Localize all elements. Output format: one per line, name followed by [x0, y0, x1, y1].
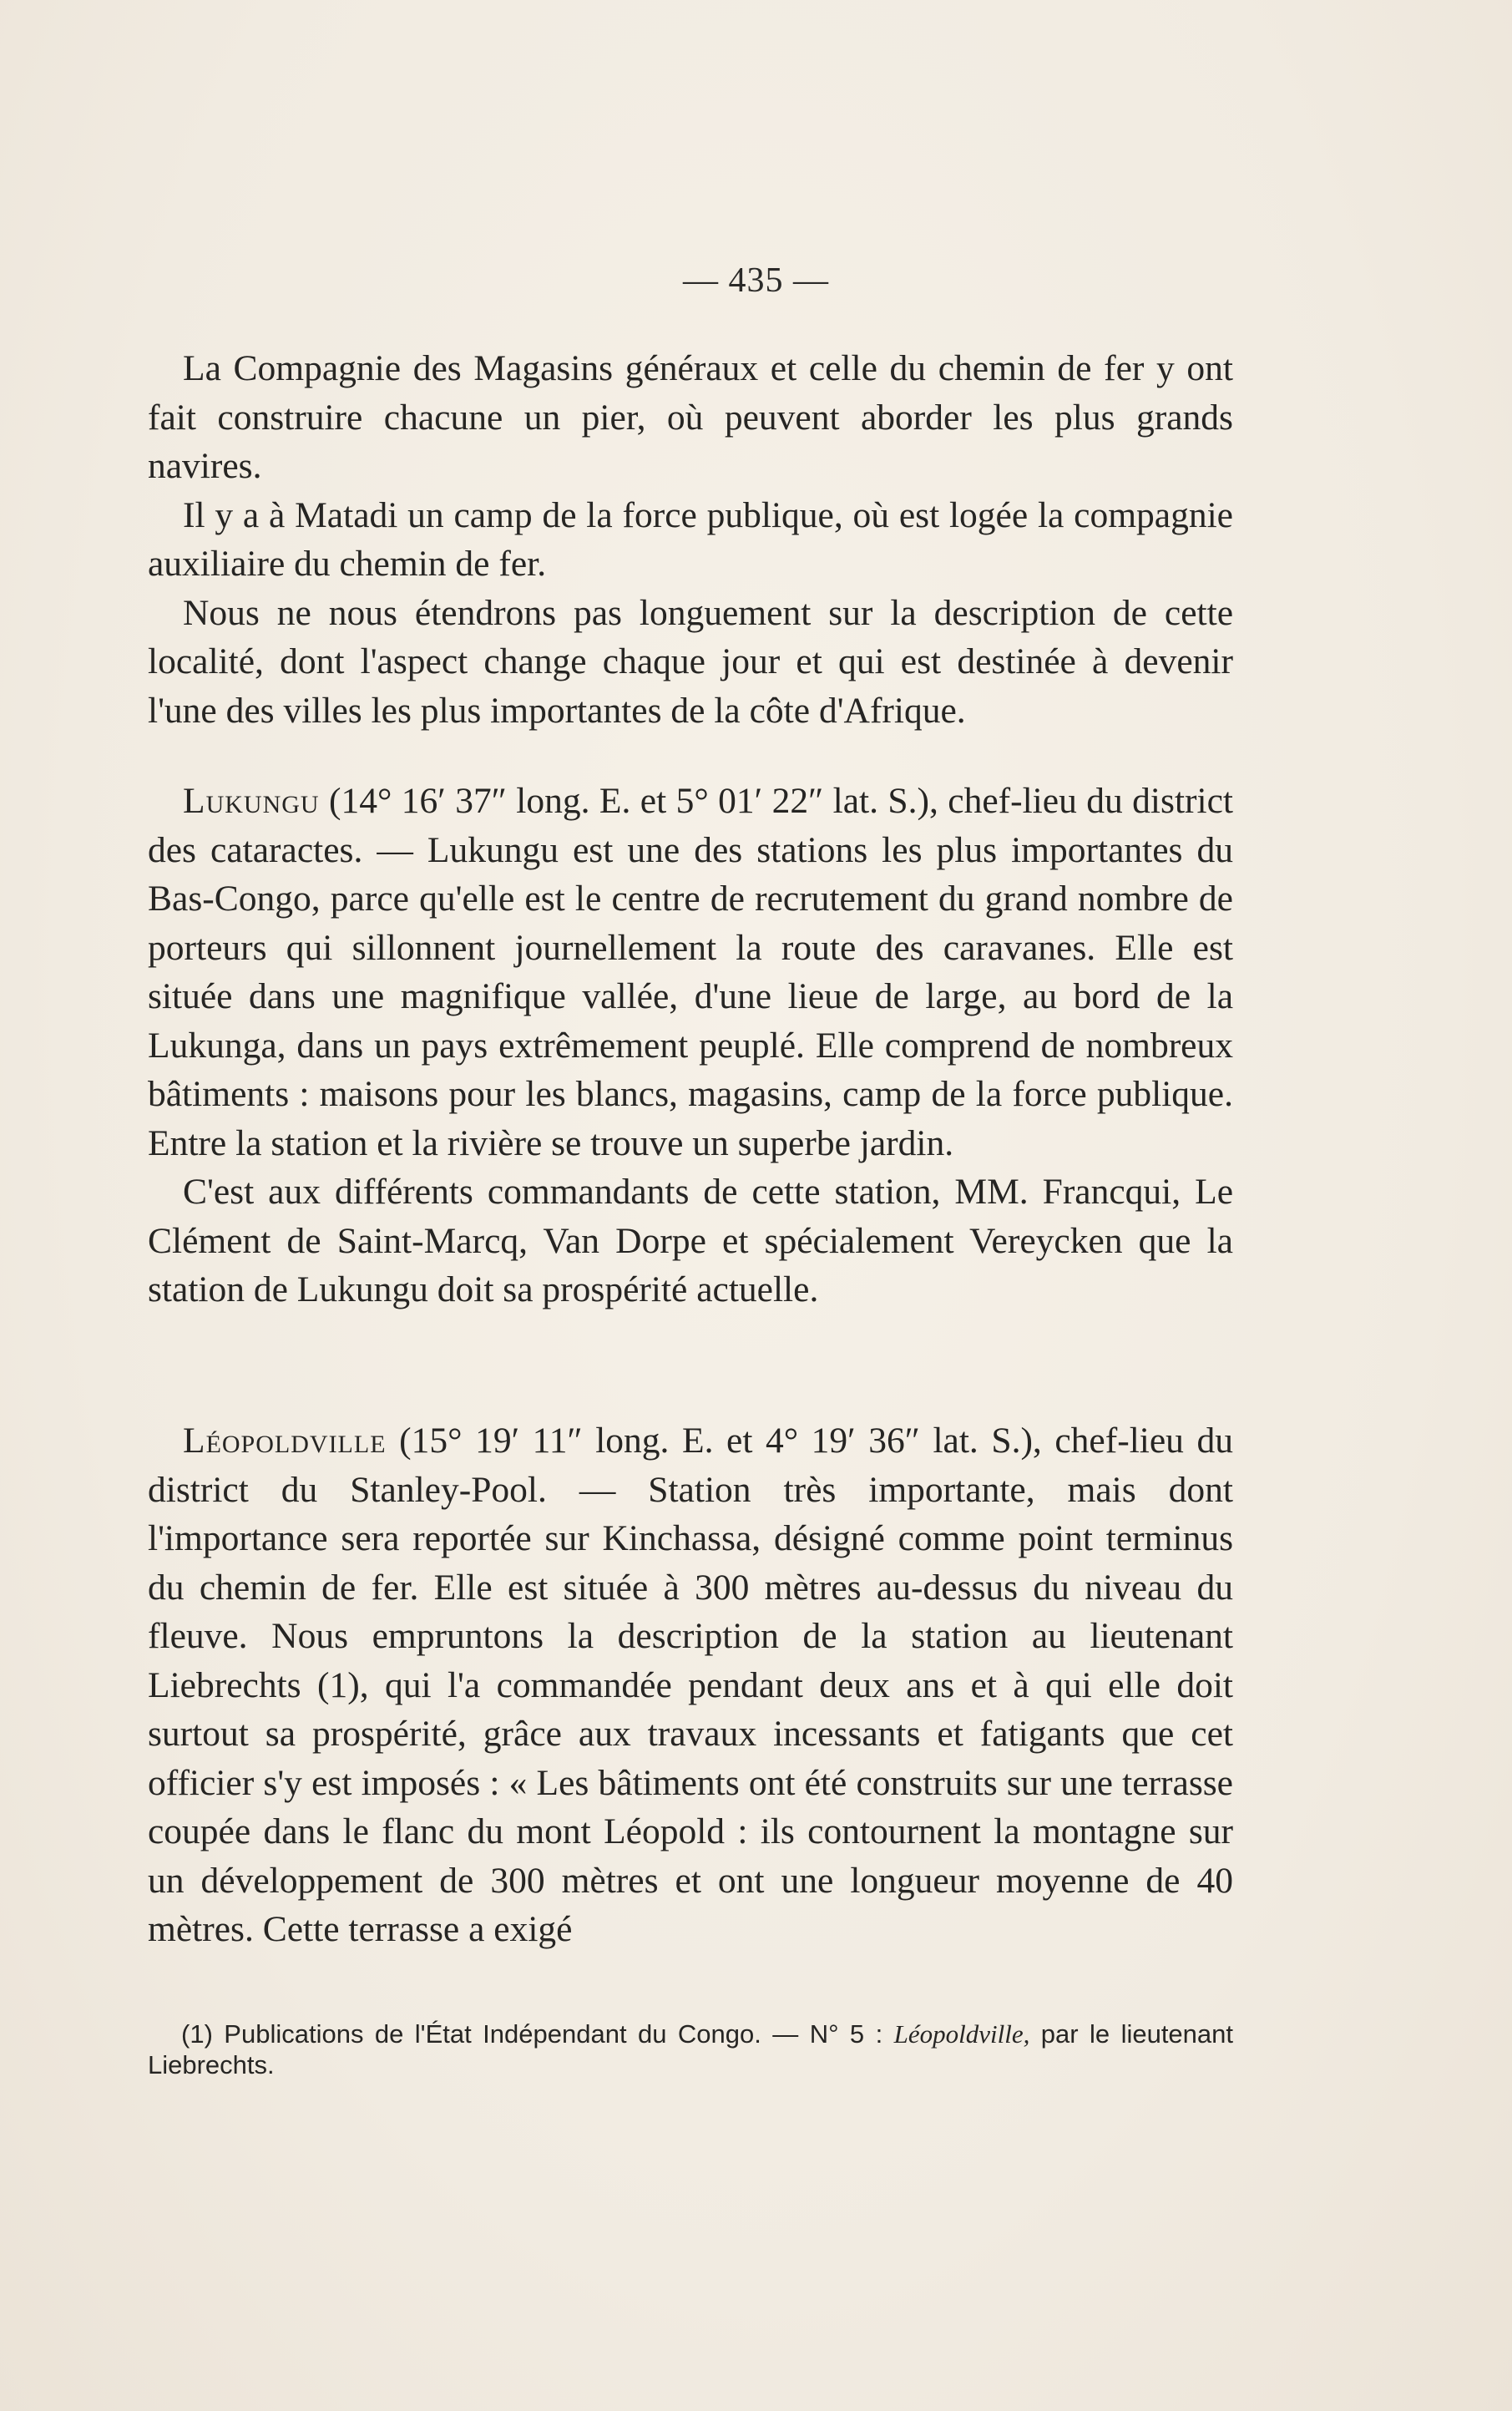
section-heading-lukungu: Lukungu: [183, 781, 320, 821]
text-section-lukungu: [148, 777, 1233, 1314]
paragraph-body: (14° 16′ 37″ long. E. et 5° 01′ 22″ lat. S.), chef-lieu du district des cataractes. — Lukungu est une des stations les plus importantes du Bas-Congo, parce qu'elle est le centre de recrutement du grand nombre de porteurs qui sillonnent journellement la route des caravanes. Elle est située dans une magnifique vallée, d'une lieue de large, au bord de la Lukunga, dans un pays extrêmement peuplé. Elle comprend de nombreux bâtiments : maisons pour les blancs, magasins, camp de la force publique. Entre la station et la rivière se trouve un superbe jardin.: [148, 781, 1233, 1163]
paragraph-body: (15° 19′ 11″ long. E. et 4° 19′ 36″ lat. S.), chef-lieu du district du Stanley-Pool. — Station très importante, mais dont l'importance sera reportée sur Kinchassa, désigné comme point terminus du chemin de fer. Elle est située à 300 mètres au-dessus du niveau du fleuve. Nous empruntons la description de la station au lieutenant Liebrechts (1), qui l'a commandée pendant deux ans et à qui elle doit surtout sa prospérité, grâce aux travaux incessants et fatigants que cet officier s'y est imposés : « Les bâtiments ont été construits sur une terrasse coupée dans le flanc du mont Léopold : ils contournent la montagne sur un développement de 300 mètres et ont une longueur moyenne de 40 mètres. Cette terrasse a exigé: [148, 1421, 1233, 1949]
paragraph: C'est aux différents commandants de cette station, MM. Francqui, Le Clément de Saint-Marcq, Van Dorpe et spécialement Vereycken que la station de Lukungu doit sa prospérité actuelle.: [148, 1172, 1233, 1309]
footnote-text: [148, 2018, 1233, 2080]
page-number: — 435 —: [683, 261, 829, 300]
text-section-matadi: [148, 344, 1233, 735]
paragraph: Il y a à Matadi un camp de la force publique, où est logée la compagnie auxiliaire du chemin de fer.: [148, 494, 1233, 584]
paragraph-lukungu: [148, 777, 1233, 1168]
section-heading-leopoldville: Léopoldville: [183, 1421, 387, 1461]
text-section-leopoldville: [148, 1416, 1233, 1954]
footnote-tail: par le lieutenant Liebrechts.: [148, 2019, 1234, 2079]
footnote-lead: (1) Publications de l'État Indépendant du Congo. — N° 5 :: [181, 2019, 894, 2049]
paragraph: La Compagnie des Magasins généraux et celle du chemin de fer y ont fait construire chacune un pier, où peuvent aborder les plus grands navires.: [148, 348, 1233, 486]
footnote-title: Léopoldville,: [893, 2019, 1030, 2049]
footnote: [148, 2018, 1233, 2080]
paragraph-leopoldville: [148, 1416, 1233, 1954]
paragraph: Nous ne nous étendrons pas longuement sur la description de cette localité, dont l'aspect change chaque jour et qui est destinée à devenir l'une des villes les plus importantes de la côte d'Afrique.: [148, 592, 1233, 731]
